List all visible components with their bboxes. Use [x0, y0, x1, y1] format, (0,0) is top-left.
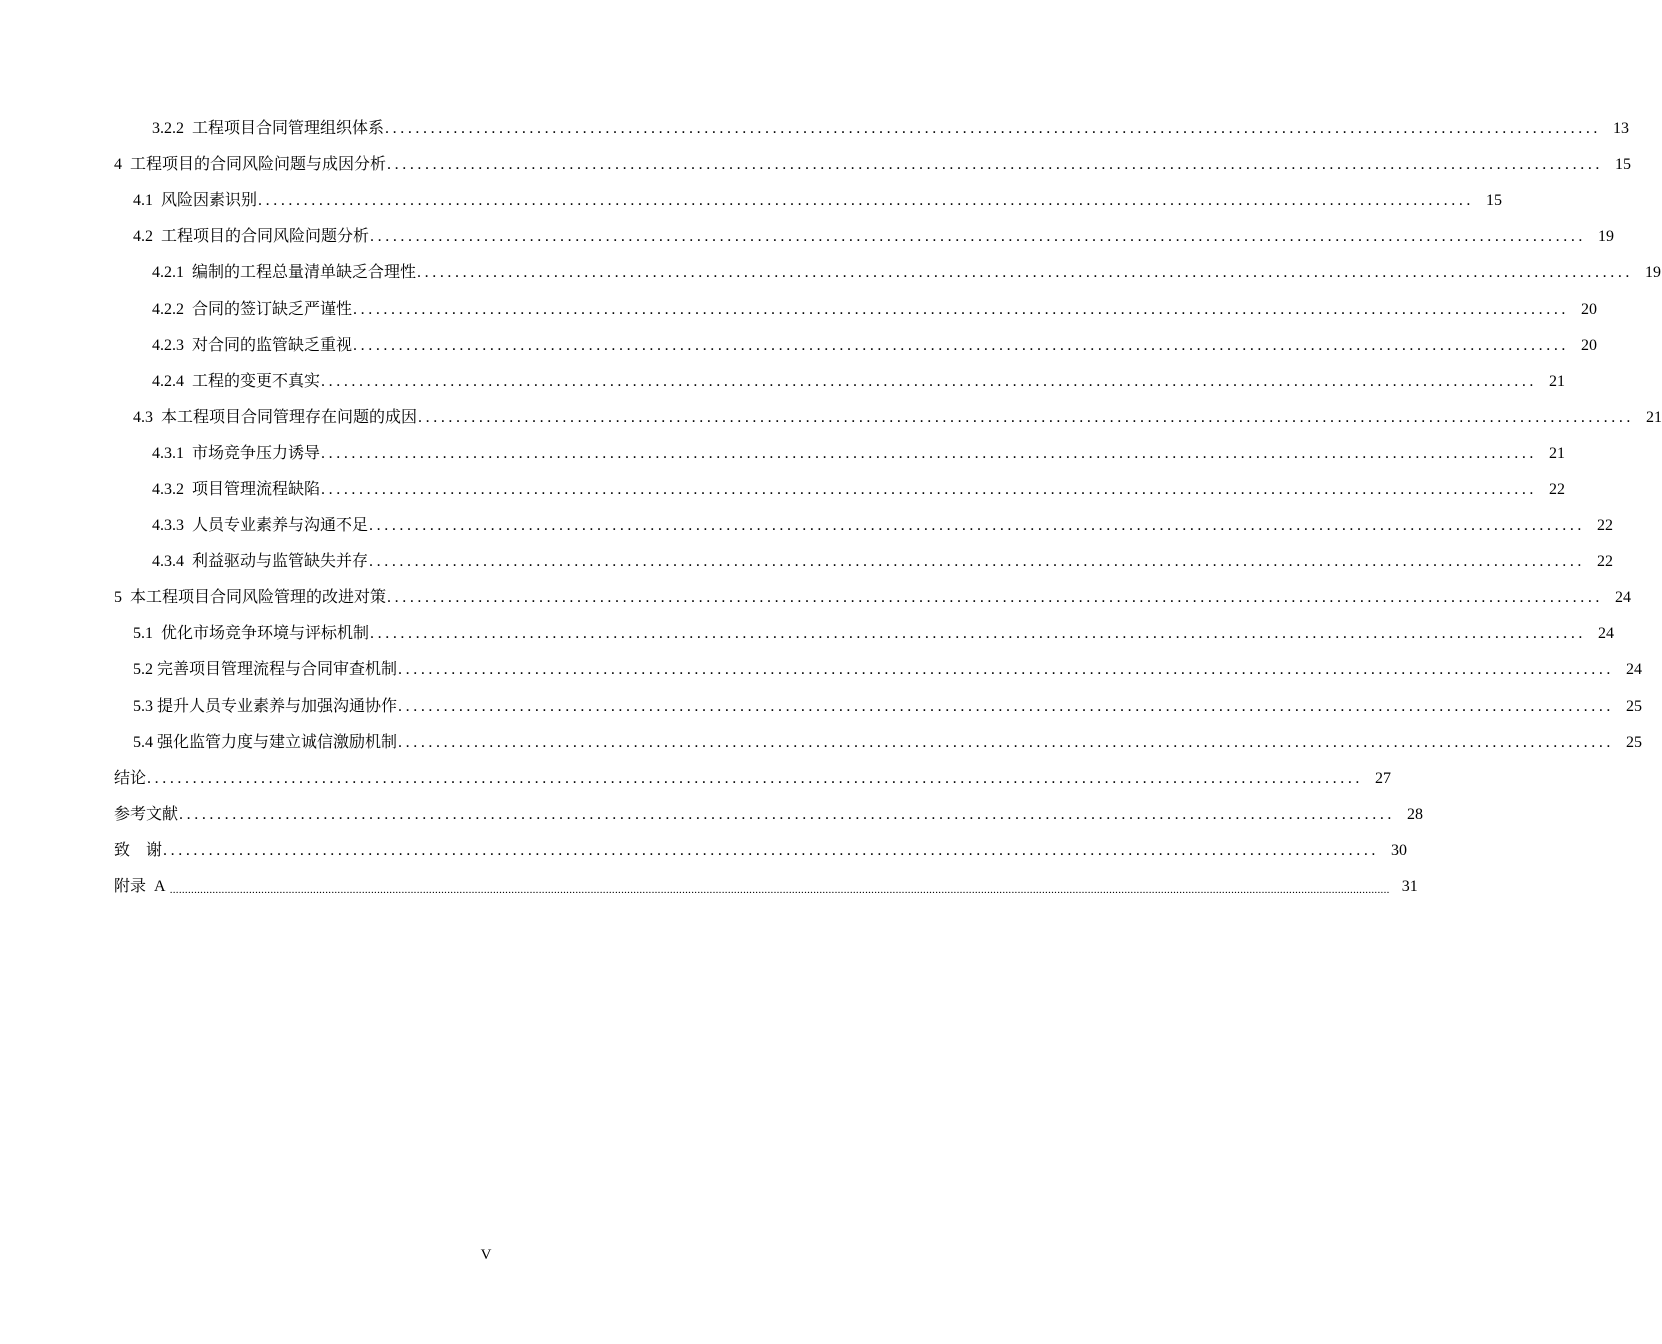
toc-dot-leader: ................................................................................................................................................................ [353, 300, 1570, 318]
toc-entry-page: 25 [1626, 733, 1643, 751]
toc-entry-page: 19 [1598, 228, 1615, 246]
toc-entry[interactable] [0, 147, 1632, 183]
toc-dot-leader: ................................................................................................................................................................ [369, 553, 1586, 571]
toc-entry-title: 5.1 优化市场竞争环境与评标机制 [133, 625, 370, 643]
toc-dot-leader: ................................................................................................................................................................ [418, 408, 1635, 426]
toc-entry[interactable] [0, 544, 1614, 580]
toc-entry-title: 参考文献 [114, 805, 179, 823]
toc-dot-leader: ................................................................................................................................................................ [387, 156, 1604, 174]
toc-entry-page: 21 [1646, 408, 1662, 426]
toc-entry[interactable] [0, 616, 1615, 652]
toc-entry[interactable] [0, 652, 1643, 688]
toc-dot-leader: ................................................................................................................................................................ [398, 661, 1615, 679]
toc-entry[interactable] [0, 761, 1392, 797]
toc-dot-leader: ................................................................................................................................................................ [370, 228, 1587, 246]
toc-dot-leader: ................................................................................................................................................................ [258, 192, 1475, 210]
toc-entry-page: 22 [1597, 517, 1614, 535]
toc-entry-page: 21 [1549, 372, 1566, 390]
toc-dot-leader: ................................................................................................................................................................ [385, 120, 1602, 138]
toc-entry[interactable] [0, 689, 1643, 725]
toc-entry-title: 5 本工程项目合同风险管理的改进对策 [114, 589, 387, 607]
table-of-contents [0, 111, 1662, 905]
toc-dot-leader: ................................................................................................................................................................ [163, 841, 1380, 859]
toc-entry-title: 4.3.1 市场竞争压力诱导 [152, 444, 321, 462]
toc-entry[interactable] [0, 328, 1598, 364]
toc-entry[interactable] [0, 364, 1566, 400]
toc-entry-title: 4.2 工程项目的合同风险问题分析 [133, 228, 370, 246]
footer-page-number: V [480, 1247, 492, 1263]
toc-entry-title: 5.2 完善项目管理流程与合同审查机制 [133, 661, 398, 679]
toc-entry[interactable] [0, 797, 1424, 833]
toc-entry[interactable] [0, 833, 1408, 869]
toc-entry[interactable] [0, 869, 1418, 905]
toc-entry-page: 15 [1615, 156, 1632, 174]
toc-entry-title: 4.2.1 编制的工程总量清单缺乏合理性 [152, 264, 417, 282]
toc-dot-leader: ................................................................................................................................................................ [321, 372, 1538, 390]
toc-entry[interactable] [0, 255, 1662, 291]
toc-entry[interactable] [0, 219, 1615, 255]
toc-entry[interactable] [0, 111, 1630, 147]
toc-entry-page: 15 [1486, 192, 1503, 210]
toc-entry-title: 附录 A [114, 878, 169, 896]
toc-entry-page: 21 [1549, 444, 1566, 462]
toc-dot-leader: ................................................................................................................................................................ [369, 517, 1586, 535]
toc-entry-page: 30 [1391, 841, 1408, 859]
toc-entry-title: 4.1 风险因素识别 [133, 192, 258, 210]
toc-dot-leader: ................................................................................................................................................................ [321, 444, 1538, 462]
toc-entry-page: 19 [1645, 264, 1662, 282]
toc-entry-title: 4.3.2 项目管理流程缺陷 [152, 480, 321, 498]
toc-entry-title: 4.2.4 工程的变更不真实 [152, 372, 321, 390]
toc-entry[interactable] [0, 400, 1662, 436]
toc-entry-page: 22 [1597, 553, 1614, 571]
toc-dot-leader: ................................................................................................................................................................ [398, 697, 1615, 715]
toc-entry-title: 4.2.2 合同的签订缺乏严谨性 [152, 300, 353, 318]
toc-entry-title: 致 谢 [114, 841, 163, 859]
toc-entry[interactable] [0, 436, 1566, 472]
toc-entry[interactable] [0, 472, 1566, 508]
toc-dot-leader: ................................................................................................................................................................ [417, 264, 1634, 282]
toc-entry-title: 5.4 强化监管力度与建立诚信激励机制 [133, 733, 398, 751]
toc-dot-leader: ................................................................................................................................................................ [387, 589, 1604, 607]
toc-dot-leader: ................................................................................................................................................................ [370, 625, 1587, 643]
toc-dot-leader: ................................................................................................................................................................................................................................................................................................................................................................................................................ [169, 884, 1390, 897]
toc-entry-page: 20 [1581, 336, 1598, 354]
toc-entry-page: 28 [1407, 805, 1424, 823]
toc-entry[interactable] [0, 291, 1598, 327]
toc-entry-title: 4.2.3 对合同的监管缺乏重视 [152, 336, 353, 354]
toc-entry-page: 22 [1549, 480, 1566, 498]
toc-dot-leader: ................................................................................................................................................................ [321, 480, 1538, 498]
toc-entry-page: 25 [1626, 697, 1643, 715]
toc-entry-title: 4.3 本工程项目合同管理存在问题的成因 [133, 408, 418, 426]
toc-entry-title: 4.3.3 人员专业素养与沟通不足 [152, 517, 369, 535]
toc-entry-title: 结论 [114, 769, 147, 787]
toc-entry-page: 24 [1615, 589, 1632, 607]
toc-entry[interactable] [0, 580, 1632, 616]
toc-entry-page: 31 [1401, 878, 1418, 896]
toc-dot-leader: ................................................................................................................................................................ [179, 805, 1396, 823]
toc-entry-title: 4.3.4 利益驱动与监管缺失并存 [152, 553, 369, 571]
toc-entry-page: 27 [1375, 769, 1392, 787]
toc-entry-page: 24 [1626, 661, 1643, 679]
toc-entry-page: 13 [1613, 120, 1630, 138]
toc-entry-title: 3.2.2 工程项目合同管理组织体系 [152, 120, 385, 138]
toc-entry[interactable] [0, 183, 1503, 219]
toc-entry-title: 4 工程项目的合同风险问题与成因分析 [114, 156, 387, 174]
toc-entry-page: 24 [1598, 625, 1615, 643]
toc-entry[interactable] [0, 725, 1643, 761]
toc-dot-leader: ................................................................................................................................................................ [398, 733, 1615, 751]
toc-entry-title: 5.3 提升人员专业素养与加强沟通协作 [133, 697, 398, 715]
toc-entry-page: 20 [1581, 300, 1598, 318]
toc-entry[interactable] [0, 508, 1614, 544]
toc-dot-leader: ................................................................................................................................................................ [353, 336, 1570, 354]
toc-dot-leader: ................................................................................................................................................................ [147, 769, 1364, 787]
